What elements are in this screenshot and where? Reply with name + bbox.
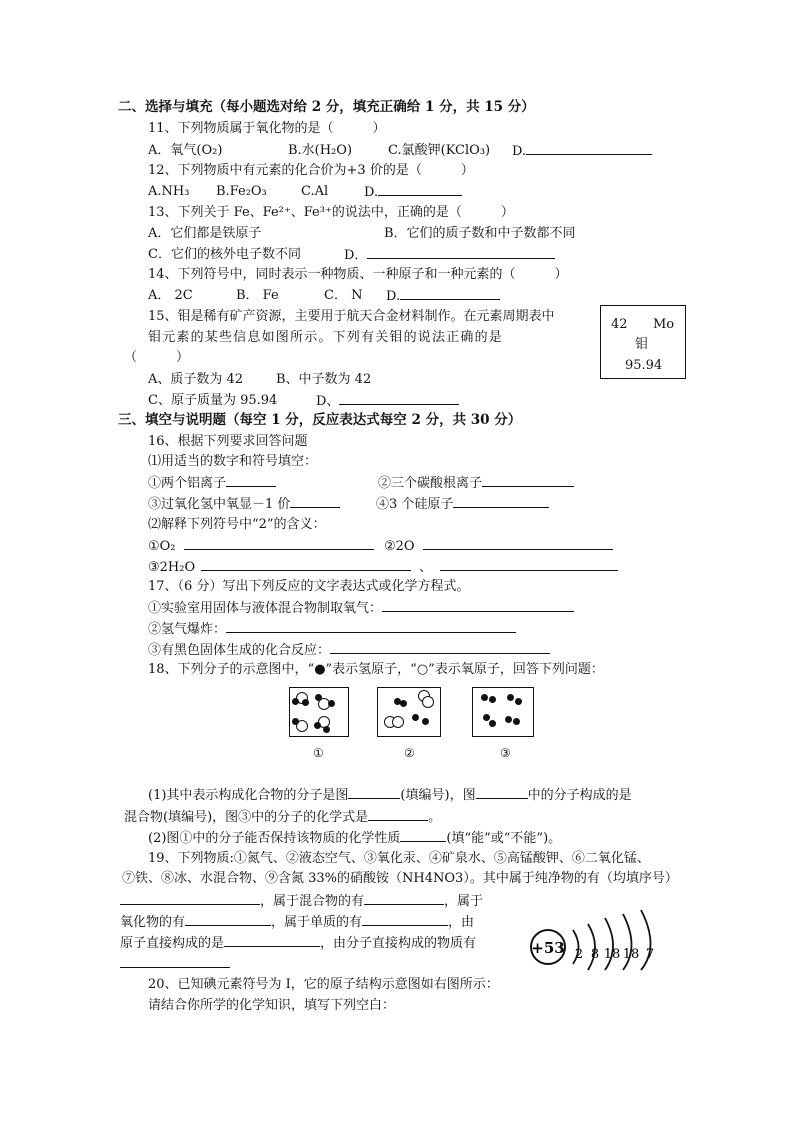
q19-blank-pure[interactable] (120, 892, 260, 905)
q17-stem: 17、（6 分）写出下列反应的文字表达式或化学方程式。 (148, 579, 470, 594)
q14-option-d[interactable]: D. (386, 287, 500, 306)
q17-reaction3-blank[interactable] (330, 641, 550, 654)
q15-stem-line2: 钼元素的某些信息如图所示。下列有关钼的说法正确的是 (148, 330, 504, 345)
molecule-diagram-1 (289, 687, 349, 737)
q13-option-d[interactable]: D． (344, 246, 555, 265)
q17-reaction2[interactable]: ②氢气爆炸： (148, 620, 516, 639)
q19-blank-element[interactable] (362, 913, 448, 926)
q11-stem: 11、下列物质属于氧化物的是（ ） (148, 121, 386, 136)
q19-line2: ⑦铁、⑧冰、水混合物、⑨含氮 33%的硝酸铵（NH4NO3）。其中属于纯净物的有（均填序号） (122, 871, 678, 886)
q16-item3-blank[interactable] (290, 495, 340, 508)
q16-item1[interactable]: ①两个铝离子 (148, 474, 276, 493)
q13-option-b[interactable]: B．它们的质子数和中子数都不同 (384, 226, 576, 241)
q19-blank-oxide[interactable] (185, 913, 271, 926)
q18-blank-mixture[interactable] (476, 786, 528, 799)
element-name: 钼 (635, 337, 649, 352)
q16-symbol2-blank[interactable] (423, 537, 613, 550)
q15-stem-line1: 15、钼是稀有矿产资源，主要用于航天合金材料制作。在元素周期表中 (148, 309, 555, 324)
q16-symbol2[interactable]: ②2O (384, 537, 613, 556)
q13-blank[interactable] (367, 246, 555, 259)
q19-line1: 19、下列物质:①氮气、②液态空气、③氧化汞、④矿泉水、⑤高锰酸钾、⑥二氧化锰、 (148, 851, 650, 866)
q16-stem: 16、根据下列要求回答问题 (148, 434, 308, 449)
shell-electrons-2: 8 (590, 947, 600, 962)
shell-electrons-5: 7 (645, 947, 655, 962)
q20-line1: 20、已知碘元素符号为 I，它的原子结构示意图如右图所示： (148, 977, 499, 992)
molecule-diagram-3 (472, 687, 534, 737)
q16-item2-blank[interactable] (482, 474, 574, 487)
q19-line4[interactable]: 氧化物的有 ，属于单质的有 ，由 (120, 915, 475, 930)
q11-option-c[interactable]: C.氯酸钾(KClO₃) (388, 143, 491, 158)
q18-stem: 18、下列分子的示意图中，“●”表示氢原子，“○”表示氧原子，回答下列问题： (148, 662, 604, 677)
element-atomic-number: 42 (611, 317, 628, 332)
element-symbol: Mo (653, 317, 675, 332)
q15-blank[interactable] (339, 392, 459, 405)
q17-reaction1-blank[interactable] (382, 599, 574, 612)
q13-stem: 13、下列关于 Fe、Fe²⁺、Fe³⁺的说法中，正确的是（ ） (148, 205, 514, 220)
q15-option-b[interactable]: B、中子数为 42 (276, 372, 372, 387)
q16-item3[interactable]: ③过氧化氢中氧显－1 价 (148, 495, 340, 514)
q11-option-d[interactable]: D. (512, 142, 652, 161)
q18-sub1-line1[interactable]: (1)其中表示构成化合物的分子是图 (填编号)，图 中的分子构成的是 (148, 788, 632, 803)
section3-title: 三、填空与说明题（每空 1 分，反应表达式每空 2 分，共 30 分） (118, 412, 522, 428)
diagram-label-1: ① (313, 746, 324, 760)
q16-item1-blank[interactable] (226, 474, 276, 487)
q14-option-a[interactable]: A． 2C (148, 288, 193, 303)
q18-sub1-line2[interactable]: 混合物(填编号)，图③中的分子的化学式是 。 (124, 810, 442, 825)
q19-blank-atoms[interactable] (224, 934, 320, 947)
q15-option-a[interactable]: A、质子数为 42 (148, 372, 244, 387)
q16-part2: ⑵解释下列符号中“2”的含义： (148, 517, 326, 532)
q19-line6[interactable] (120, 955, 230, 974)
q19-line3[interactable]: ，属于混合物的有 ，属于 (120, 892, 483, 911)
q12-option-b[interactable]: B.Fe₂O₃ (216, 184, 267, 199)
q13-option-a[interactable]: A．它们都是铁原子 (148, 226, 262, 241)
q12-blank[interactable] (378, 183, 462, 196)
q14-option-c[interactable]: C． N (324, 288, 363, 303)
section2-title: 二、选择与填充（每小题选对给 2 分，填充正确给 1 分，共 15 分） (118, 99, 535, 115)
q12-option-d[interactable]: D. (364, 183, 462, 202)
q13-option-c[interactable]: C．它们的核外电子数不同 (148, 247, 301, 262)
q16-part1: ⑴用适当的数字和符号填空： (148, 454, 318, 469)
shell-electrons-3: 18 (603, 947, 621, 962)
diagram-label-3: ③ (500, 746, 511, 760)
q18-blank-compound[interactable] (348, 786, 400, 799)
iodine-atom-structure-diagram (526, 906, 666, 972)
q16-item4-blank[interactable] (453, 495, 549, 508)
q14-stem: 14、下列符号中，同时表示一种物质、一种原子和一种元素的（ ） (148, 267, 568, 282)
q16-item2[interactable]: ②三个碳酸根离子 (378, 474, 574, 493)
q15-option-d[interactable]: D、 (316, 392, 459, 411)
q16-symbol3-blank-b[interactable] (440, 558, 618, 571)
q16-item4[interactable]: ④3 个硅原子 (376, 495, 549, 514)
q14-blank[interactable] (400, 287, 500, 300)
q19-blank-mixture[interactable] (364, 892, 444, 905)
q17-reaction1[interactable]: ①实验室用固体与液体混合物制取氧气： (148, 599, 574, 618)
nucleus-charge: +53 (531, 939, 565, 957)
element-atomic-mass: 95.94 (625, 358, 663, 373)
q15-stem-line3: （ ） (124, 350, 190, 365)
molecule-diagram-2 (377, 687, 441, 737)
q14-option-b[interactable]: B． Fe (236, 288, 279, 303)
q12-stem: 12、下列物质中有元素的化合价为+3 价的是（ ） (148, 163, 474, 178)
diagram-label-2: ② (404, 746, 415, 760)
q16-symbol3-blank-a[interactable] (201, 558, 411, 571)
shell-electrons-4: 18 (622, 947, 640, 962)
q16-symbol1-blank[interactable] (184, 537, 374, 550)
shell-electrons-1: 2 (574, 947, 584, 962)
electron-shell-3 (605, 918, 613, 970)
q17-reaction3[interactable]: ③有黑色固体生成的化合反应： (148, 641, 550, 660)
q11-blank[interactable] (526, 142, 652, 155)
q16-symbol1[interactable]: ①O₂ (148, 537, 374, 556)
q11-option-a[interactable]: A．氧气(O₂) (148, 143, 223, 158)
q17-reaction2-blank[interactable] (226, 620, 516, 633)
q18-blank-formula[interactable] (368, 808, 428, 821)
q16-symbol3[interactable]: ③2H₂O 、 (148, 558, 618, 577)
q12-option-a[interactable]: A.NH₃ (148, 184, 190, 199)
q19-blank-molecules[interactable] (120, 955, 230, 968)
q20-line2: 请结合你所学的化学知识，填写下列空白： (148, 998, 396, 1013)
q11-option-b[interactable]: B.水(H₂O) (288, 143, 353, 158)
element-card-molybdenum (600, 305, 686, 379)
q18-blank-property[interactable] (400, 829, 446, 842)
q19-line5[interactable]: 原子直接构成的是 ，由分子直接构成的物质有 (120, 936, 477, 951)
q12-option-c[interactable]: C.Al (301, 184, 329, 199)
q18-sub2[interactable]: (2)图①中的分子能否保持该物质的化学性质 (填“能”或“不能”)。 (148, 831, 562, 846)
q15-option-c[interactable]: C、原子质量为 95.94 (148, 393, 278, 408)
